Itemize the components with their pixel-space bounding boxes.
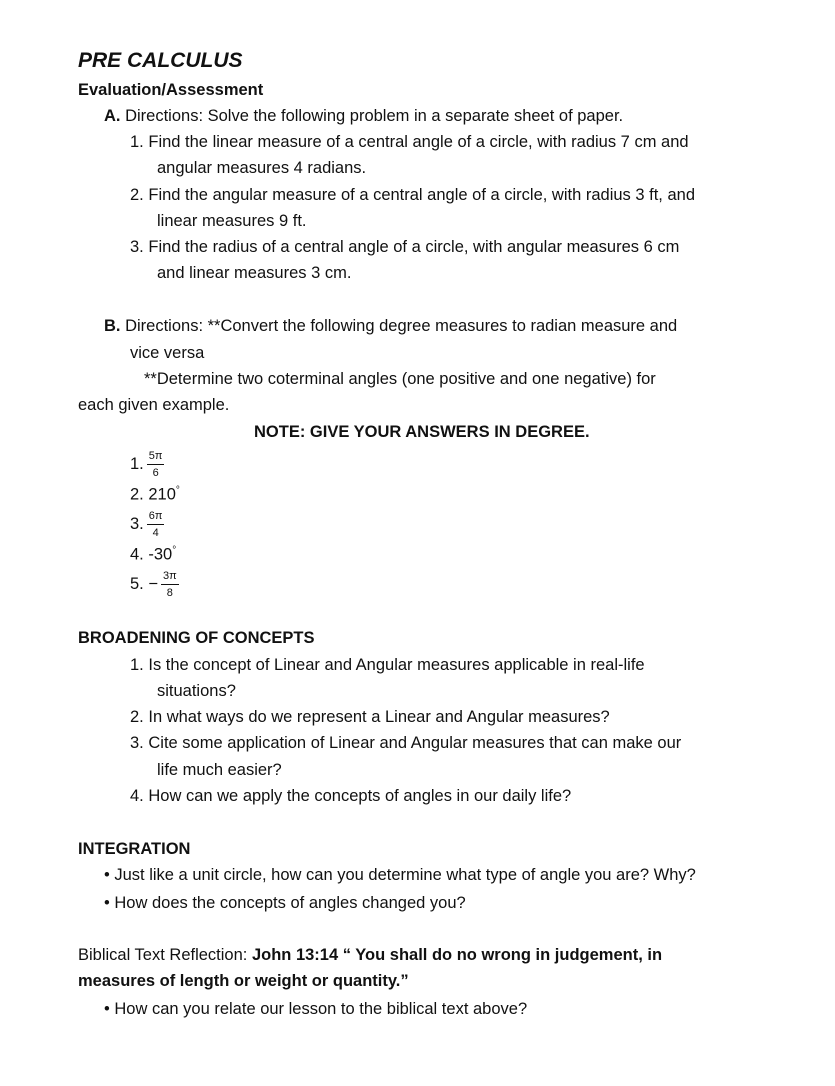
list-item: 1. Is the concept of Linear and Angular measures applicable in real-life xyxy=(130,656,645,674)
part-b-directions-2-cont: each given example. xyxy=(78,396,230,414)
list-item: 3. Find the radius of a central angle of a circle, with angular measures 6 cm xyxy=(130,238,680,256)
bullet-item: • How can you relate our lesson to the biblical text above? xyxy=(104,1000,528,1018)
part-b-directions: B. Directions: **Convert the following degree measures to radian measure and xyxy=(104,317,678,335)
list-item: 5. − $\frac{3\pi}{8}$ xyxy=(130,570,177,599)
list-item: 1. Find the linear measure of a central angle of a circle, with radius 7 cm and xyxy=(130,133,689,151)
bullet-icon: • xyxy=(104,1000,110,1018)
list-item: 4. -30° xyxy=(130,545,177,564)
note: NOTE: GIVE YOUR ANSWERS IN DEGREE. xyxy=(254,423,590,441)
part-b-directions-cont: vice versa xyxy=(130,344,205,362)
integration-heading: INTEGRATION xyxy=(78,840,191,858)
list-item-cont: and linear measures 3 cm. xyxy=(157,264,352,282)
bullet-item: • How does the concepts of angles changed you? xyxy=(104,894,466,912)
list-item-cont: situations? xyxy=(157,682,236,700)
broadening-heading: BROADENING OF CONCEPTS xyxy=(78,629,315,647)
bullet-icon: • xyxy=(104,894,110,912)
list-item-cont: life much easier? xyxy=(157,761,282,779)
part-a-directions: A. Directions: Solve the following problem in a separate sheet of paper. xyxy=(104,107,624,125)
list-item: 2. Find the angular measure of a central angle of a circle, with radius 3 ft, and xyxy=(130,186,695,204)
list-item: 3. $\frac{6\pi}{4}$ xyxy=(130,510,163,539)
list-item: 3. Cite some application of Linear and Angular measures that can make our xyxy=(130,734,682,752)
page-title: PRE CALCULUS xyxy=(78,49,243,72)
list-item-cont: linear measures 9 ft. xyxy=(157,212,307,230)
part-b-directions-2: **Determine two coterminal angles (one positive and one negative) for xyxy=(144,370,656,388)
list-item-cont: angular measures 4 radians. xyxy=(157,159,367,177)
bullet-item: • Just like a unit circle, how can you determine what type of angle you are? Why? xyxy=(104,866,696,884)
section-heading: Evaluation/Assessment xyxy=(78,81,264,99)
fraction: $\frac{6\pi}{4}$ xyxy=(148,510,163,539)
list-item: 1. $\frac{5\pi}{6}$ xyxy=(130,450,163,479)
biblical-text: Biblical Text Reflection: John 13:14 “ You shall do no wrong in judgement, in xyxy=(78,946,663,964)
fraction: $\frac{5\pi}{6}$ xyxy=(148,450,163,479)
list-item: 2. In what ways do we represent a Linear and Angular measures? xyxy=(130,708,610,726)
bullet-icon: • xyxy=(104,866,110,884)
fraction: $\frac{3\pi}{8}$ xyxy=(163,570,177,599)
biblical-text-cont: measures of length or weight or quantity.” xyxy=(78,972,409,990)
list-item: 4. How can we apply the concepts of angles in our daily life? xyxy=(130,787,572,805)
list-item: 2. 210° xyxy=(130,485,180,504)
